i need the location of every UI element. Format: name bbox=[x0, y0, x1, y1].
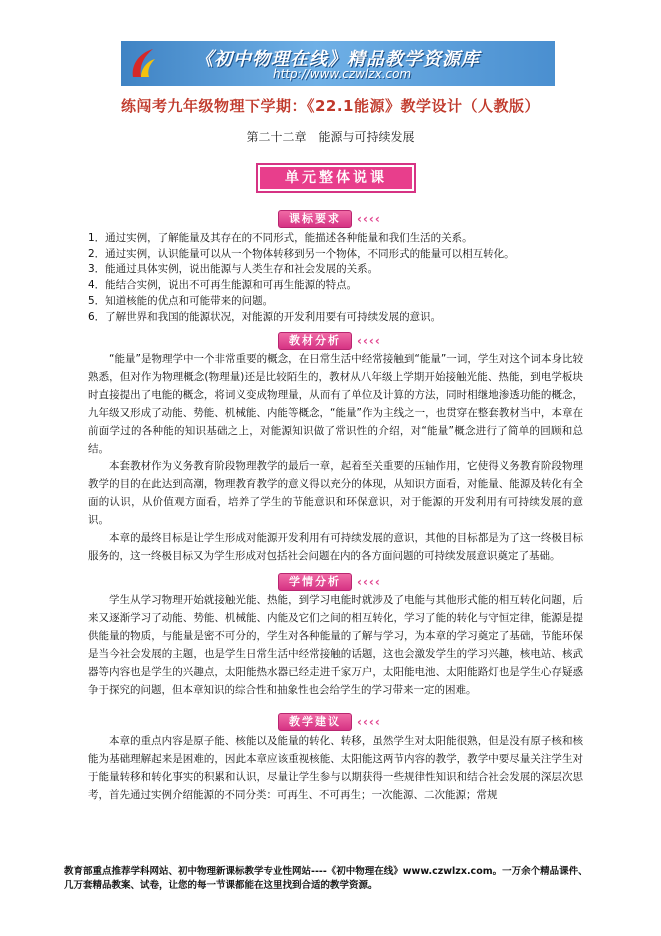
paragraph: 学生从学习物理开始就接触光能、热能，到学习电能时就涉及了电能与其他形式能的相互转化问题，后来又逐渐学习了动能、势能、机械能、内能及它们之间的相互转化，学习了能的转化与守恒定律，能源是提供能量的物质，与能量是密不可分的，学生对各种能量的了解与学习，为本章的学习奠定了基础，节能环保是当今社会发展的主题，也是学生日常生活中经常接触的话题，这也会激发学生的学习兴趣，核电站、核武器等内容也是学生的兴趣点，太阳能热水器已经走进千家万户，太阳能电池、太阳能路灯也是学生心存疑惑争于探究的问题，但本章知识的综合性和抽象性也会给学生的学习带来一定的困难。 bbox=[88, 594, 583, 696]
unit-heading-box bbox=[256, 163, 416, 193]
paragraph: “能量”是物理学中一个非常重要的概念，在日常生活中经常接触到“能量”一词，学生对这个词本身比较熟悉，但对作为物理概念(物理量)还是比较陌生的，教材从八年级上学期开始接触光能、热能，到电学板块时直接提出了电能的概念，将词义变成物理量，从而有了单位及计算的方法，同时相继地渗透功能的概念，九年级又形成了动能、势能、机械能、内能等概念，“能量”作为主线之一，也贯穿在整套教材当中，本章在前面学过的各种能的知识基础之上，对能源知识做了常识性的介绍，对“能量”概念进行了简单的回顾和总结。 bbox=[88, 353, 583, 455]
page-footer bbox=[64, 865, 624, 893]
banner-title: 《初中物理在线》精品教学资源库 bbox=[195, 49, 480, 70]
section-standards-label: 课标要求 bbox=[278, 210, 352, 228]
section-learning-label: 学情分析 bbox=[278, 573, 352, 591]
list-item: 1．通过实例，了解能量及其存在的不同形式，能描述各种能量和我们生活的关系。 bbox=[88, 232, 473, 244]
section-textbook-label: 教材分析 bbox=[278, 332, 352, 350]
section-textbook bbox=[278, 333, 381, 349]
section-standards bbox=[278, 211, 381, 227]
chevrons-left-icon: ‹‹‹‹ bbox=[357, 334, 381, 348]
list-item: 6．了解世界和我国的能源状况，对能源的开发利用要有可持续发展的意识。 bbox=[88, 310, 442, 323]
chapter-heading: 第二十二章 能源与可持续发展 bbox=[246, 130, 415, 144]
red-swoosh-logo-icon bbox=[129, 47, 157, 81]
banner-url[interactable]: http://www.czwlzx.com bbox=[273, 67, 412, 81]
paragraph: 本章的重点内容是原子能、核能以及能量的转化、转移，虽然学生对太阳能很熟，但是没有原子核和核能为基础理解起来是困难的，因此本章应该重视核能、太阳能这两节内容的教学，教学中要尽量关注学生对于能量转移和转化事实的积累和认识，尽量让学生参与以期获得一些规律性知识和结合社会发展的深层次思考，首先通过实例介绍能源的不同分类：可再生、不可再生；一次能源、二次能源；常规 bbox=[88, 735, 583, 801]
list-item: 2．通过实例，认识能量可以从一个物体转移到另一个物体，不同形式的能量可以相互转化。 bbox=[88, 247, 515, 260]
paragraph: 本章的最终目标是让学生形成对能源开发利用有可持续发展的意识，其他的目标都是为了这一终极目标服务的，这一终极目标又为学生形成对包括社会问题在内的各方面问题的可持续发展意识奠定了基础。 bbox=[88, 532, 583, 562]
chevrons-left-icon: ‹‹‹‹ bbox=[357, 212, 381, 226]
chevrons-left-icon: ‹‹‹‹ bbox=[357, 715, 381, 729]
textbook-analysis bbox=[88, 351, 583, 566]
section-advice bbox=[278, 714, 381, 730]
header-banner bbox=[121, 41, 555, 86]
footer-line: 教育部重点推荐学科网站、初中物理新课标教学专业性网站----《初中物理在线》www.czwlzx.com。一万余个精品课件、 bbox=[64, 866, 588, 877]
teaching-advice bbox=[88, 733, 583, 805]
unit-heading: 单元整体说课 bbox=[260, 167, 412, 189]
standards-list bbox=[88, 231, 578, 325]
section-advice-label: 教学建议 bbox=[278, 713, 352, 731]
document-title: 练闯考九年级物理下学期：《22.1能源》教学设计（人教版） bbox=[120, 97, 540, 115]
chevrons-left-icon: ‹‹‹‹ bbox=[357, 575, 381, 589]
list-item: 3．能通过具体实例，说出能源与人类生存和社会发展的关系。 bbox=[88, 263, 379, 276]
footer-line: 几万套精品教案、试卷，让您的每一节课都能在这里找到合适的教学资源。 bbox=[64, 880, 378, 891]
list-item: 5．知道核能的优点和可能带来的问题。 bbox=[88, 294, 274, 307]
list-item: 4．能结合实例，说出不可再生能源和可再生能源的特点。 bbox=[88, 279, 358, 292]
learning-analysis bbox=[88, 592, 583, 699]
section-learning bbox=[278, 574, 381, 590]
paragraph: 本套教材作为义务教育阶段物理教学的最后一章，起着至关重要的压轴作用，它使得义务教育阶段物理教学的目的在此达到高潮，物理教育教学的意义得以充分的体现，从知识方面看，对能量、能源及转化有全面的认识，从价值观方面看，培养了学生的节能意识和环保意识，对于能源的开发利用有可持续发展的意识。 bbox=[88, 460, 583, 527]
